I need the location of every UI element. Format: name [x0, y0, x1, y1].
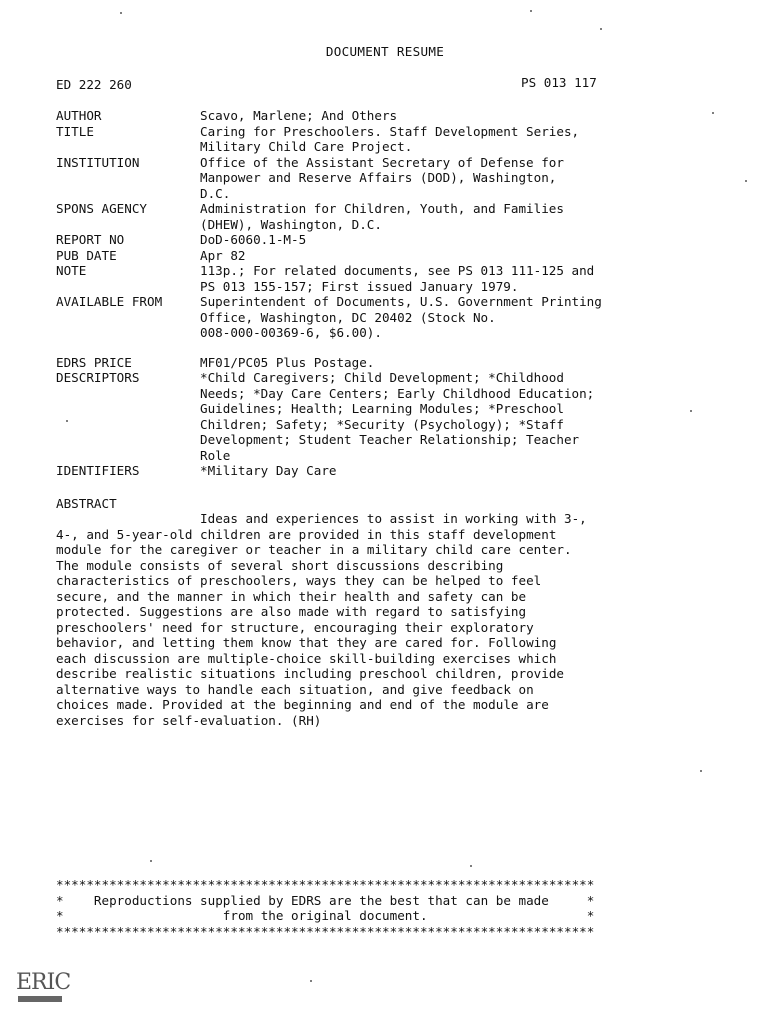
field-row [56, 124, 756, 155]
abstract-line: characteristics of preschoolers, ways they can be helped to feel [56, 573, 542, 588]
field-value-line: D.C. [200, 185, 231, 201]
field-label: DESCRIPTORS [56, 370, 140, 385]
star-border-bottom: *********************************************************************** [56, 923, 595, 939]
abstract-line: behavior, and letting them know that they are cared for. Following [56, 635, 557, 650]
abstract-line: Ideas and experiences to assist in working with 3-, [56, 511, 587, 526]
field-row [56, 201, 756, 232]
field-value-line: Administration for Children, Youth, and Families [200, 201, 564, 216]
field-value-line: Scavo, Marlene; And Others [200, 108, 398, 123]
abstract-heading: ABSTRACT [56, 496, 117, 511]
field-value-line: *Child Caregivers; Child Development; *Childhood [200, 370, 564, 385]
abstract-line: protected. Suggestions are also made with regard to satisfying [56, 604, 527, 619]
field-value-line: 008-000-00369-6, $6.00). [200, 325, 382, 340]
field-row [56, 232, 756, 248]
field-label: SPONS AGENCY [56, 201, 147, 216]
field-value [200, 108, 756, 124]
field-label: TITLE [56, 123, 94, 139]
field-value-line: DoD-6060.1-M-5 [200, 232, 307, 247]
field-value-line: MF01/PC05 Plus Postage. [200, 354, 375, 370]
field-value-line: 113p.; For related documents, see PS 013 111-125 and [200, 263, 595, 278]
field-row [56, 155, 756, 202]
field-value-line: *Military Day Care [200, 463, 337, 478]
field-row [56, 263, 756, 294]
abstract-line: 4-, and 5-year-old children are provided in this staff development [56, 526, 557, 542]
field-value-line: Children; Safety; *Security (Psychology); *Staff [200, 416, 564, 432]
field-value-line: Guidelines; Health; Learning Modules; *Preschool [200, 401, 564, 416]
field-label: IDENTIFIERS [56, 463, 140, 478]
field-value-line: Manpower and Reserve Affairs (DOD), Washington, [200, 170, 557, 185]
eric-logo-text: ERIC [16, 970, 71, 995]
abstract-line: module for the caregiver or teacher in a military child care center. [56, 542, 572, 557]
star-border-top: *********************************************************************** [56, 877, 595, 892]
field-value-line: Superintendent of Documents, U.S. Government Printing [200, 294, 602, 309]
field-value-line: Needs; *Day Care Centers; Early Childhood Education; [200, 385, 595, 401]
field-value-line: Office, Washington, DC 20402 (Stock No. [200, 309, 496, 325]
field-value [200, 155, 756, 202]
field-label: AUTHOR [56, 108, 102, 123]
bibliographic-fields [56, 108, 756, 341]
field-row [56, 108, 756, 124]
field-row [56, 248, 756, 264]
field-value [200, 263, 756, 294]
abstract-line: exercises for self-evaluation. (RH) [56, 712, 322, 728]
field-value [200, 463, 756, 479]
field-value [200, 201, 756, 232]
field-label: INSTITUTION [56, 154, 140, 170]
metadata-fields [56, 108, 756, 479]
notice-line-2: * from the original document. * [56, 908, 595, 923]
abstract-line: choices made. Provided at the beginning and end of the module are [56, 697, 549, 712]
ps-number: PS 013 117 [521, 75, 597, 90]
field-value [200, 294, 756, 341]
descriptor-fields [56, 355, 756, 479]
field-value-line: (DHEW), Washington, D.C. [200, 216, 382, 232]
eric-logo [16, 970, 71, 1006]
field-value-line: Development; Student Teacher Relationship; Teacher [200, 432, 580, 447]
field-row [56, 370, 756, 463]
field-value-line: Caring for Preschoolers. Staff Development Series, [200, 123, 580, 139]
abstract-line: alternative ways to handle each situation, and give feedback on [56, 681, 534, 697]
field-value-line: Apr 82 [200, 247, 246, 263]
abstract-body [56, 511, 696, 728]
reproduction-notice [56, 877, 696, 939]
field-label: REPORT NO [56, 232, 125, 247]
field-value [200, 370, 756, 463]
field-row [56, 294, 756, 341]
field-row [56, 355, 756, 371]
field-value [200, 248, 756, 264]
abstract-line: preschoolers' need for structure, encouraging their exploratory [56, 619, 534, 635]
field-label: AVAILABLE FROM [56, 294, 163, 309]
abstract-line: secure, and the manner in which their health and safety can be [56, 588, 527, 604]
notice-line-1: * Reproductions supplied by EDRS are the best that can be made * [56, 892, 595, 908]
field-label: NOTE [56, 263, 87, 278]
abstract-line: describe realistic situations including preschool children, provide [56, 666, 564, 681]
field-value [200, 232, 756, 248]
field-value-line: Role [200, 447, 231, 463]
abstract-line: each discussion are multiple-choice skill-building exercises which [56, 650, 557, 666]
document-title: DOCUMENT RESUME [325, 44, 445, 59]
field-value [200, 124, 756, 155]
field-value-line: PS 013 155-157; First issued January 1979. [200, 278, 519, 294]
abstract-line: The module consists of several short discussions describing [56, 557, 504, 573]
field-value-line: Military Child Care Project. [200, 139, 413, 154]
field-label: EDRS PRICE [56, 354, 132, 370]
field-row [56, 463, 756, 479]
field-value-line: Office of the Assistant Secretary of Defense for [200, 154, 564, 170]
ed-number: ED 222 260 [56, 77, 132, 92]
field-value [200, 355, 756, 371]
field-label: PUB DATE [56, 247, 117, 263]
